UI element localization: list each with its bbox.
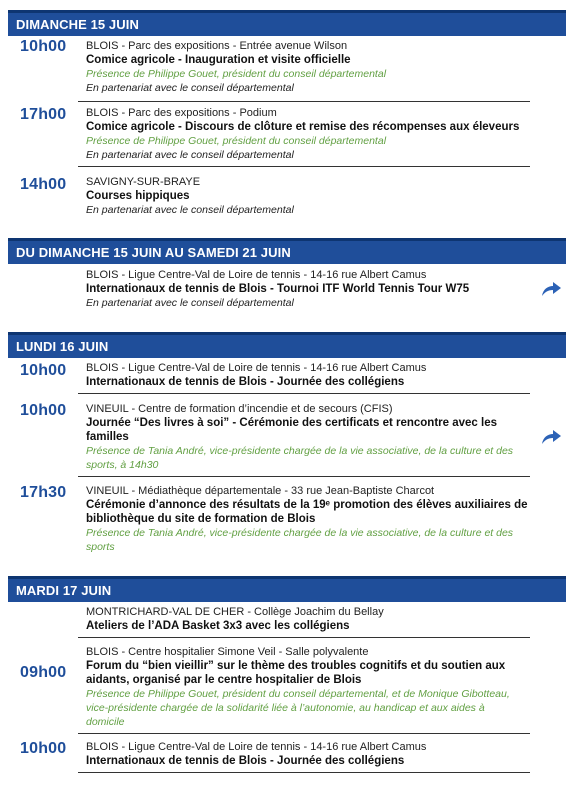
event-presence: vice-présidente chargée de la solidarité liée à l’autonomie, au handicap et aux aides à — [86, 702, 485, 714]
event-title: Courses hippiques — [86, 190, 190, 202]
event-location: BLOIS - Ligue Centre-Val de Loire de tennis - 14-16 rue Albert Camus — [86, 362, 427, 374]
event-location: BLOIS - Centre hospitalier Simone Veil - Salle polyvalente — [86, 646, 369, 658]
event-title: Internationaux de tennis de Blois - Journée des collégiens — [86, 755, 405, 767]
event-title: Cérémonie d’annonce des résultats de la 19ᵉ promotion des élèves auxiliaires de — [86, 499, 528, 511]
event-presence: Présence de Tania André, vice-présidente chargée de la vie associative, de la culture et des — [86, 527, 514, 539]
event-presence: sports — [86, 541, 115, 553]
event-title: Journée “Des livres à soi” - Cérémonie des certificats et rencontre avec les — [86, 417, 497, 429]
event-location: VINEUIL - Médiathèque départementale - 33 rue Jean-Baptiste Charcot — [86, 485, 435, 497]
event-partnership: En partenariat avec le conseil départemental — [86, 82, 294, 94]
share-arrow-icon[interactable] — [540, 428, 562, 446]
separator — [78, 393, 530, 394]
event-presence: Présence de Philippe Gouet, président du conseil départemental, et de Monique Gibotteau, — [86, 688, 510, 700]
day-header: MARDI 17 JUIN — [8, 576, 566, 602]
day-header: LUNDI 16 JUIN — [8, 332, 566, 358]
event-time: 14h00 — [20, 176, 67, 193]
separator — [78, 733, 530, 734]
event-title: Comice agricole - Discours de clôture et remise des récompenses aux éleveurs — [86, 121, 520, 133]
event-location: MONTRICHARD-VAL DE CHER - Collège Joachim du Bellay — [86, 606, 384, 618]
day-header: DIMANCHE 15 JUIN — [8, 10, 566, 36]
event-time: 17h30 — [20, 484, 67, 501]
event-location: BLOIS - Ligue Centre-Val de Loire de tennis - 14-16 rue Albert Camus — [86, 741, 427, 753]
event-presence: sports, à 14h30 — [86, 459, 159, 471]
day-header: DU DIMANCHE 15 JUIN AU SAMEDI 21 JUIN — [8, 238, 566, 264]
event-presence: domicile — [86, 716, 125, 728]
event-title: Internationaux de tennis de Blois - Journée des collégiens — [86, 376, 405, 388]
event-title: Comice agricole - Inauguration et visite officielle — [86, 54, 351, 66]
event-time: 17h00 — [20, 106, 67, 123]
event-title: Forum du “bien vieillir” sur le thème des troubles cognitifs et du soutien aux — [86, 660, 506, 672]
separator — [78, 637, 530, 638]
separator — [78, 166, 530, 167]
event-location: BLOIS - Parc des expositions - Podium — [86, 107, 277, 119]
event-location: SAVIGNY-SUR-BRAYE — [86, 176, 201, 188]
event-time: 09h00 — [20, 664, 67, 681]
event-presence: Présence de Tania André, vice-présidente chargée de la vie associative, de la culture et des — [86, 445, 514, 457]
event-time: 10h00 — [20, 362, 67, 379]
event-title: Ateliers de l’ADA Basket 3x3 avec les collégiens — [86, 620, 350, 632]
event-partnership: En partenariat avec le conseil départemental — [86, 149, 294, 161]
event-partnership: En partenariat avec le conseil départemental — [86, 297, 294, 309]
separator — [78, 101, 530, 102]
event-presence: Présence de Philippe Gouet, président du conseil départemental — [86, 135, 387, 147]
event-presence: Présence de Philippe Gouet, président du conseil départemental — [86, 68, 387, 80]
event-time: 10h00 — [20, 740, 67, 757]
event-title: bibliothèque du site de formation de Blois — [86, 513, 316, 525]
separator — [78, 476, 530, 477]
event-time: 10h00 — [20, 38, 67, 55]
event-time: 10h00 — [20, 402, 67, 419]
event-partnership: En partenariat avec le conseil départemental — [86, 204, 294, 216]
separator — [78, 772, 530, 773]
event-location: BLOIS - Ligue Centre-Val de Loire de tennis - 14-16 rue Albert Camus — [86, 269, 427, 281]
event-title: familles — [86, 431, 129, 443]
event-location: BLOIS - Parc des expositions - Entrée avenue Wilson — [86, 40, 348, 52]
event-location: VINEUIL - Centre de formation d’incendie et de secours (CFIS) — [86, 403, 393, 415]
event-title: aidants, organisé par le centre hospitalier de Blois — [86, 674, 362, 686]
share-arrow-icon[interactable] — [540, 280, 562, 298]
event-title: Internationaux de tennis de Blois - Tournoi ITF World Tennis Tour W75 — [86, 283, 470, 295]
